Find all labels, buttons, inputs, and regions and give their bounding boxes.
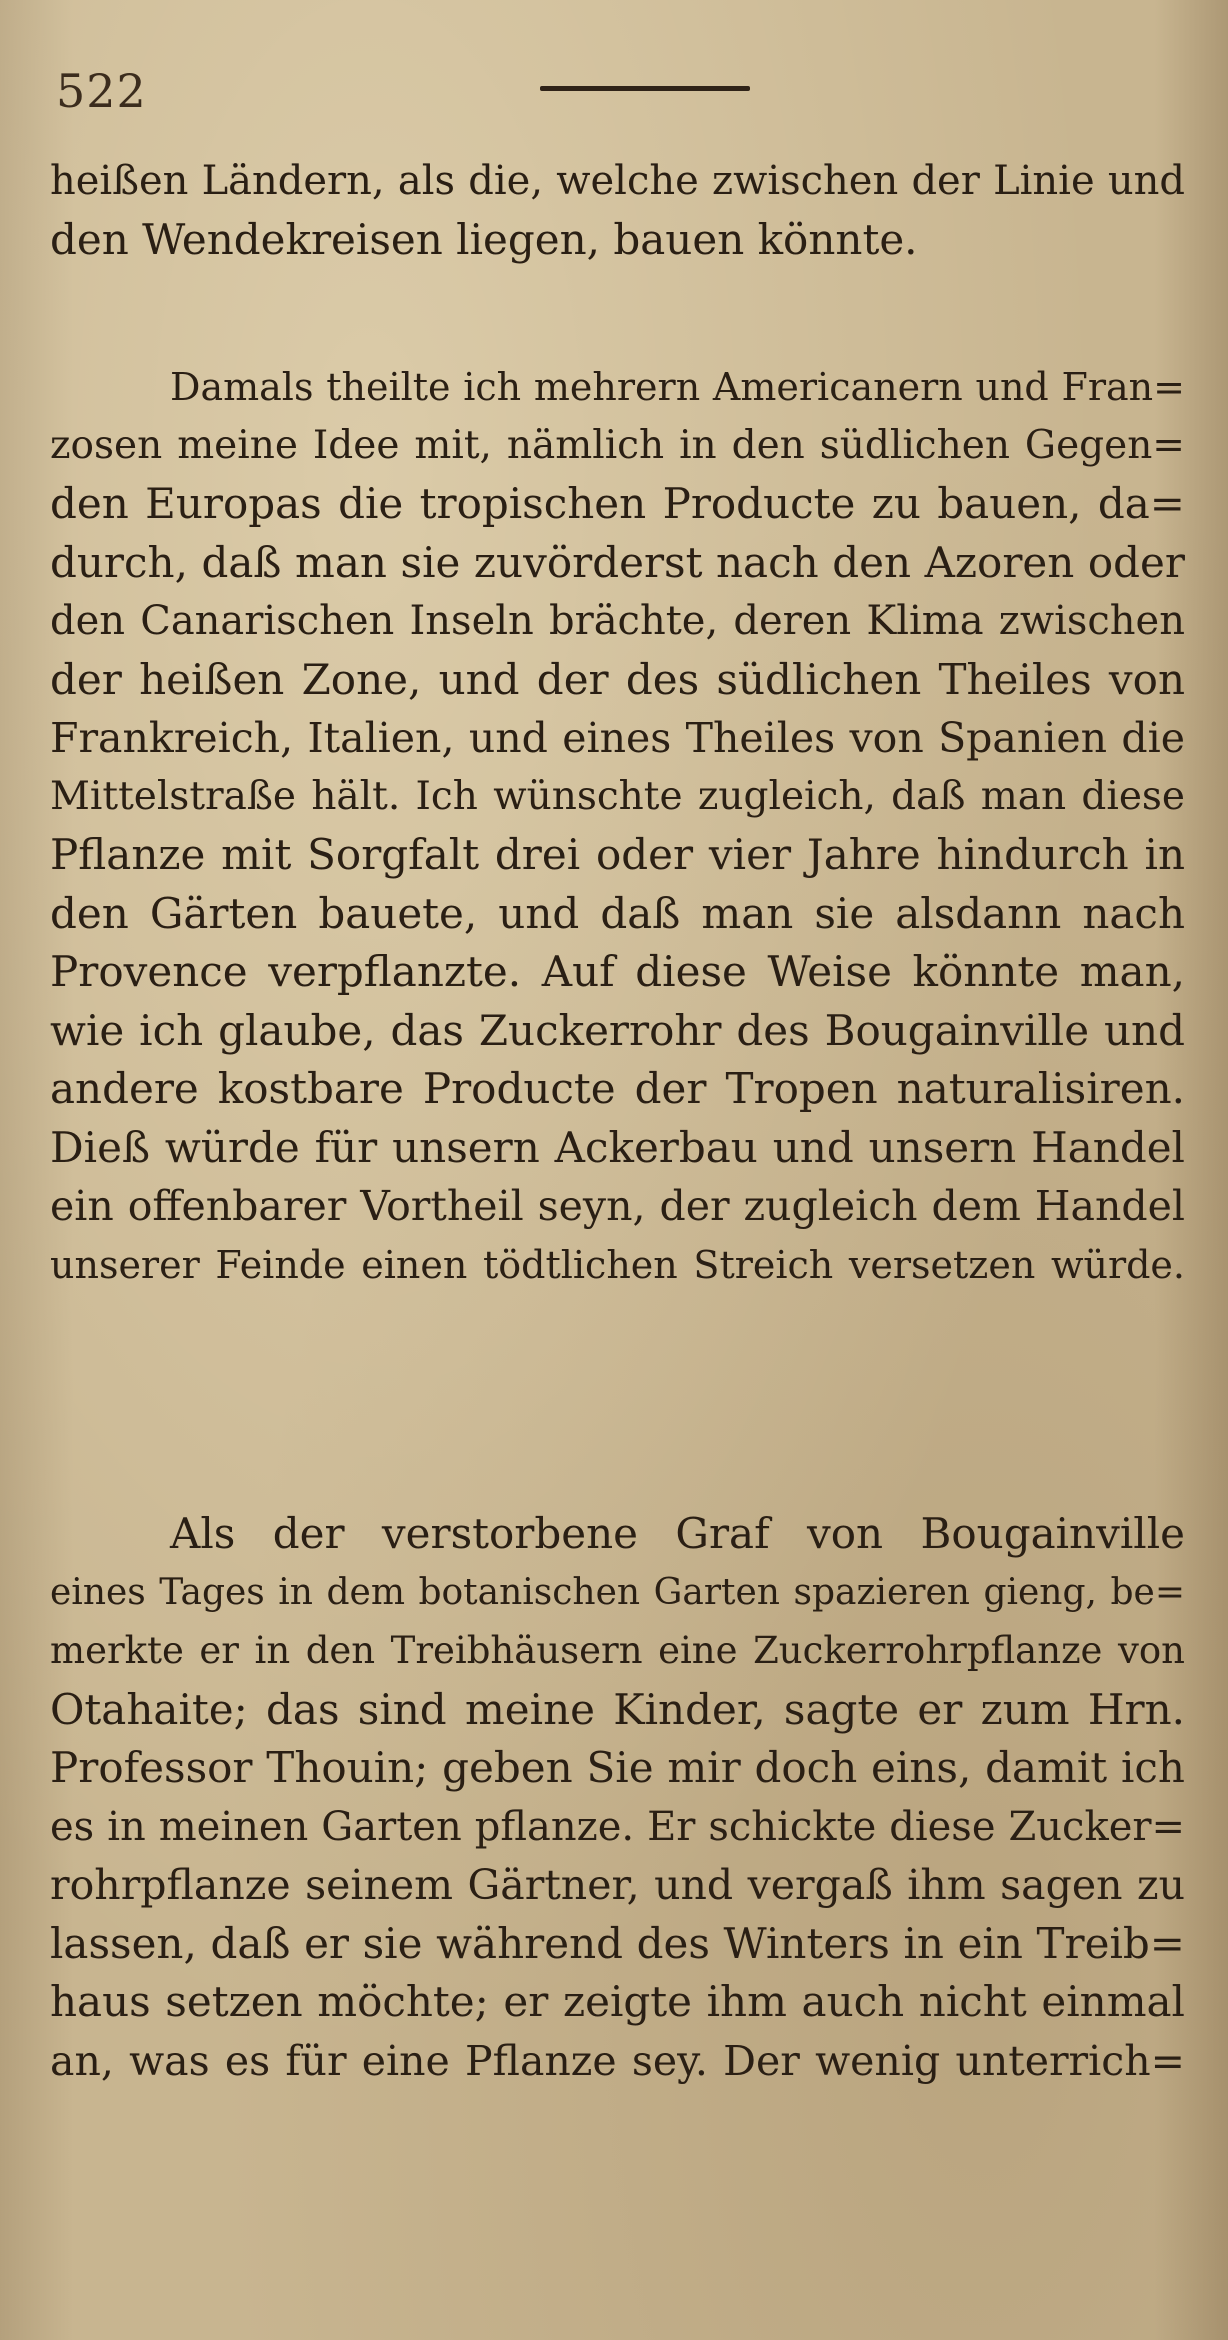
text-line: ein offenbarer Vortheil seyn, der zugleich dem Handel (50, 1182, 1185, 1230)
text-line: durch, daß man sie zuvörderst nach den Azoren oder (50, 537, 1185, 587)
text-line: unserer Feinde einen tödtlichen Streich versetzen würde. (50, 1242, 1185, 1287)
text-line: Dieß würde für unsern Ackerbau und unsern Handel (50, 1122, 1185, 1172)
text-line: heißen Ländern, als die, welche zwischen der Linie und (50, 158, 1185, 204)
paragraph-damals (50, 358, 1185, 1294)
text-line: den Europas die tropischen Producte zu bauen, da= (50, 479, 1185, 528)
text-line: es in meinen Garten pflanze. Er schickte diese Zucker= (50, 1803, 1185, 1850)
text-line: Provence verpflanzte. Auf diese Weise könnte man, (50, 947, 1185, 996)
text-line: den Gärten bauete, und daß man sie alsdann nach (50, 888, 1185, 938)
text-line: an, was es für eine Pflanze sey. Der wenig unterrich= (50, 2036, 1185, 2085)
text-line: haus setzen möchte; er zeigte ihm auch nicht einmal (50, 1977, 1185, 2026)
text-line: der heißen Zone, und der des südlichen Theiles von (50, 654, 1185, 704)
text-line: Als der verstorbene Graf von Bougainville (170, 1509, 1185, 1558)
text-line: Frankreich, Italien, und eines Theiles von Spanien die (50, 714, 1185, 762)
page-number: 522 (56, 64, 147, 118)
text-line: Otahaite; das sind meine Kinder, sagte er zum Hrn. (50, 1684, 1185, 1734)
text-line: merkte er in den Treibhäusern eine Zuckerrohrpflanze von (50, 1629, 1185, 1672)
text-line: den Wendekreisen liegen, bauen könnte. (50, 214, 918, 264)
text-line: Damals theilte ich mehrern Americanern und Fran= (170, 365, 1185, 409)
paragraph-bougainville (50, 1505, 1185, 2090)
paragraph-continuation (50, 152, 1185, 269)
text-line: wie ich glaube, das Zuckerrohr des Bougainville und (50, 1005, 1185, 1055)
text-line: lassen, daß er sie während des Winters in ein Treib= (50, 1918, 1185, 1968)
text-line: eines Tages in dem botanischen Garten spazieren gieng, be= (50, 1571, 1185, 1613)
header-rule (540, 86, 750, 91)
text-line: Pflanze mit Sorgfalt drei oder vier Jahre hindurch in (50, 830, 1185, 879)
text-line: den Canarischen Inseln brächte, deren Klima zwischen (50, 598, 1185, 644)
text-line: rohrpflanze seinem Gärtner, und vergaß ihm sagen zu (50, 1861, 1185, 1909)
text-line: andere kostbare Producte der Tropen naturalisiren. (50, 1064, 1185, 1113)
text-line: Mittelstraße hält. Ich wünschte zugleich, daß man diese (50, 773, 1185, 819)
text-line: zosen meine Idee mit, nämlich in den südlichen Gegen= (50, 422, 1185, 468)
text-line: Professor Thouin; geben Sie mir doch eins, damit ich (50, 1743, 1185, 1792)
